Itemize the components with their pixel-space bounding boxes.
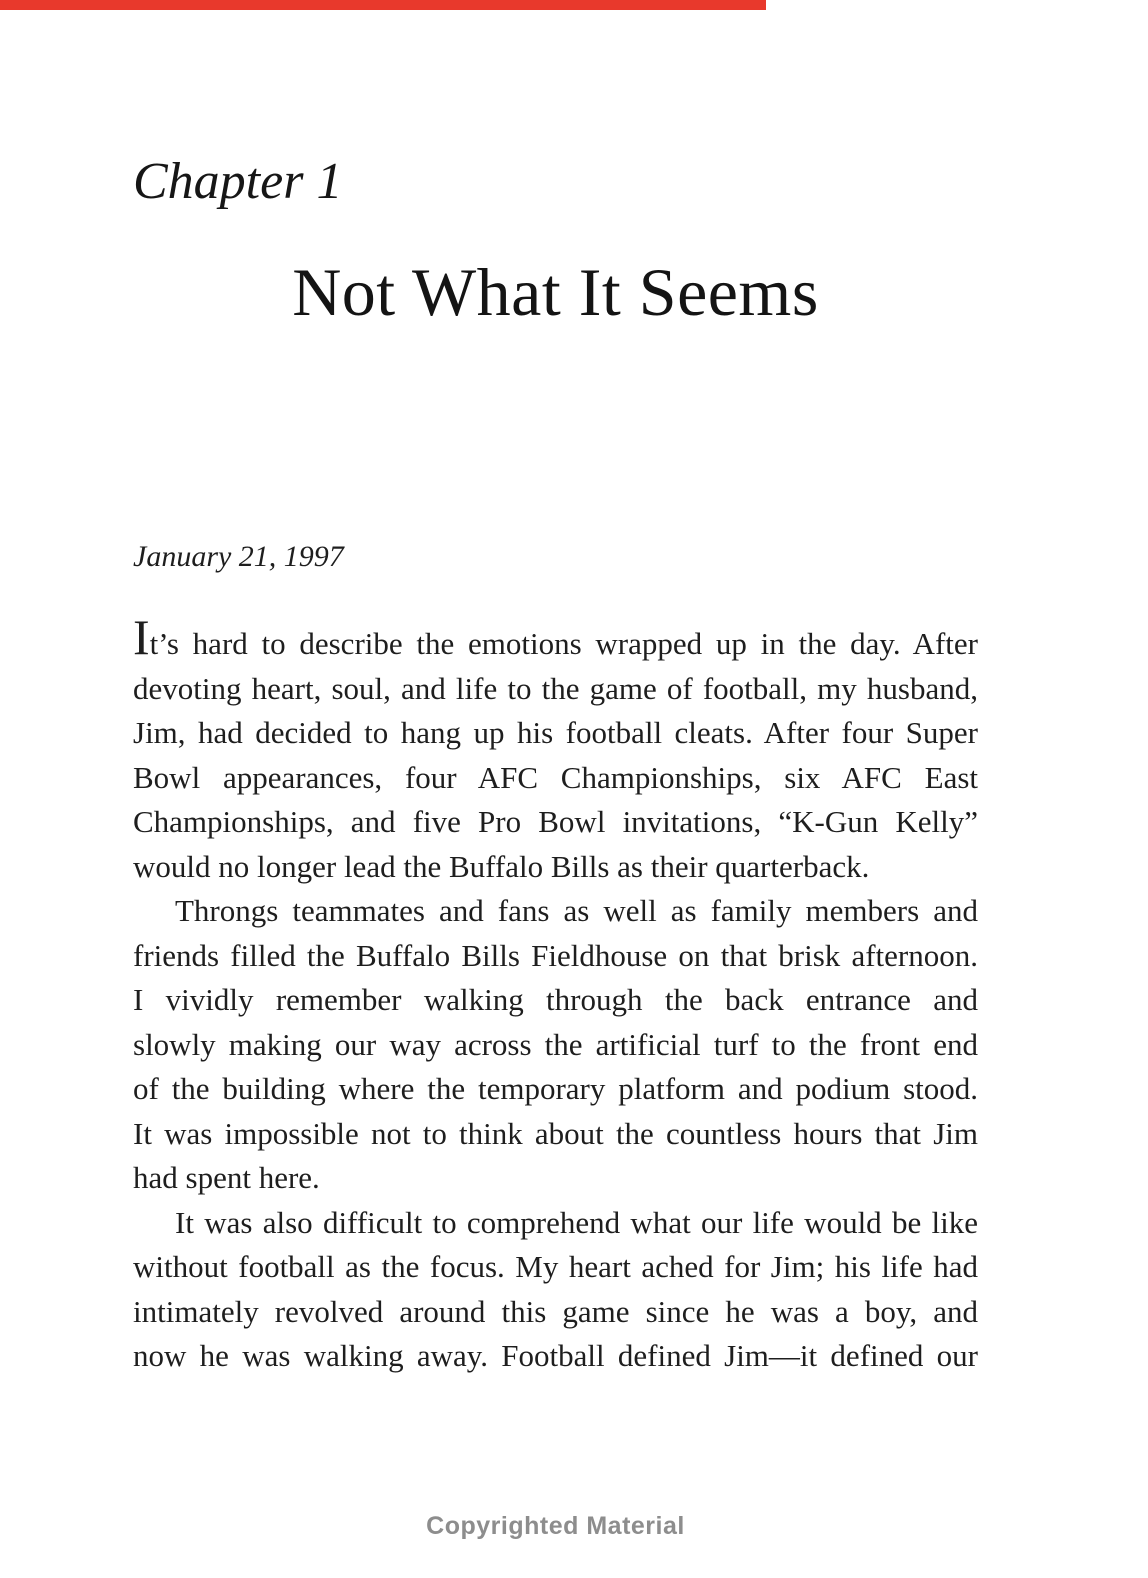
body-text	[133, 609, 978, 1379]
body-line: Bowl appearances, four AFC Championships, six AFC East	[133, 759, 978, 795]
copyright-notice: Copyrighted Material	[426, 1512, 685, 1540]
body-line: of the building where the temporary platform and podium stood.	[133, 1071, 978, 1106]
body-line: devoting heart, soul, and life to the game of football, my husband,	[133, 670, 978, 706]
body-line: without football as the focus. My heart ached for Jim; his life had	[133, 1249, 978, 1284]
date-line: January 21, 1997	[133, 540, 344, 573]
body-line: friends filled the Buffalo Bills Fieldhouse on that brisk afternoon.	[133, 937, 978, 973]
body-line: would no longer lead the Buffalo Bills as their quarterback.	[133, 848, 870, 884]
body-line: now he was walking away. Football defined Jim—it defined our	[133, 1338, 978, 1373]
body-line: intimately revolved around this game since he was a boy, and	[133, 1293, 978, 1329]
body-line: I vividly remember walking through the back entrance and	[133, 982, 978, 1017]
initial-cap: I	[133, 609, 150, 665]
body-line: It was impossible not to think about the countless hours that Jim	[133, 1115, 978, 1151]
body-line-text: t’s hard to describe the emotions wrapped up in the day. After	[149, 626, 978, 661]
chapter-title: Not What It Seems	[292, 254, 819, 330]
body-line: Throngs teammates and fans as well as family members and	[175, 893, 978, 928]
body-line: Jim, had decided to hang up his football cleats. After four Super	[133, 715, 978, 750]
body-line: had spent here.	[133, 1160, 320, 1195]
body-line: slowly making our way across the artificial turf to the front end	[133, 1026, 978, 1062]
body-line: It was also difficult to comprehend what our life would be like	[175, 1204, 978, 1240]
body-line	[133, 609, 978, 667]
chapter-heading: Chapter 1	[133, 153, 343, 210]
red-progress-bar	[0, 0, 766, 10]
body-line: Championships, and five Pro Bowl invitations, “K-Gun Kelly”	[133, 804, 978, 839]
